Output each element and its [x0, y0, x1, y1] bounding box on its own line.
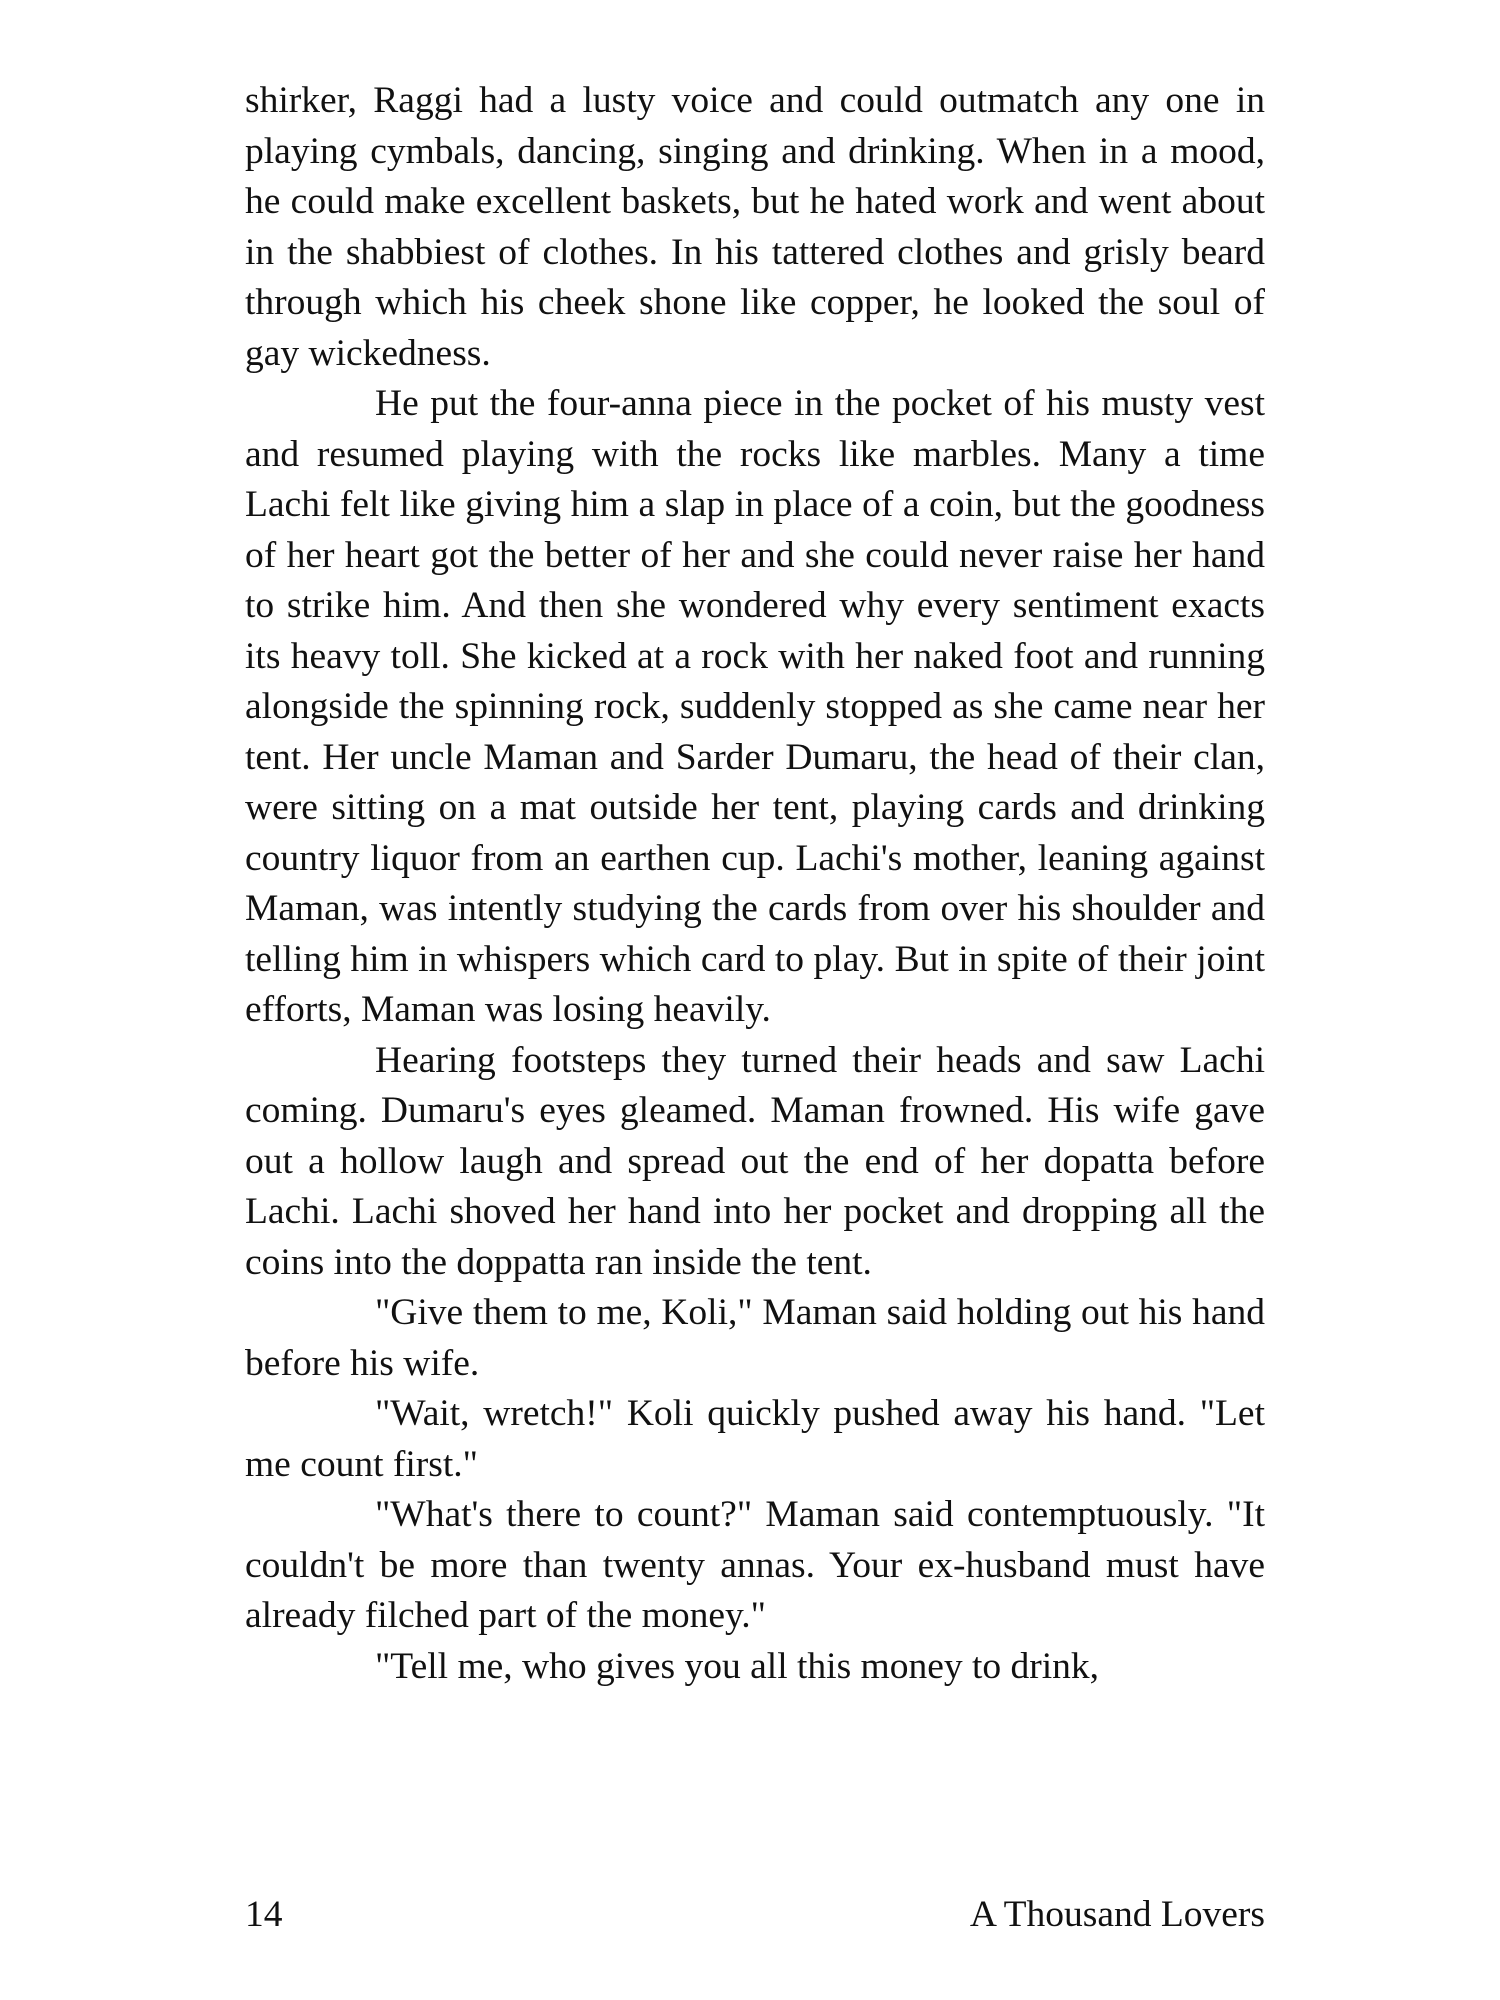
page-number: 14	[245, 1894, 283, 1935]
page-footer	[245, 1890, 1265, 1940]
paragraph-4: "Give them to me, Koli," Maman said holding out his hand before his wife.	[245, 1292, 1265, 1384]
paragraph-3: Hearing footsteps they turned their heads and saw Lachi coming. Dumaru's eyes gleamed. Maman frowned. His wife gave out a hollow laugh and spread out the end of her dopatta before Lachi. Lachi shoved her hand into her pocket and dropping all the coins into the doppatta ran inside the tent.	[245, 1039, 1265, 1283]
paragraph-5: "Wait, wretch!" Koli quickly pushed away his hand. "Let me count first."	[245, 1393, 1265, 1485]
page-body	[245, 76, 1265, 1692]
paragraph-7: "Tell me, who gives you all this money to drink,	[375, 1645, 1100, 1687]
paragraph-2: He put the four-anna piece in the pocket of his musty vest and resumed playing with the rocks like marbles. Many a time Lachi felt like giving him a slap in place of a coin, but the goodness of her heart got the better of her and she could never raise her hand to strike him. And then she wondered why every sentiment exacts its heavy toll. She kicked at a rock with her naked foot and running alongside the spinning rock, suddenly stopped as she came near her tent. Her uncle Maman and Sarder Dumaru, the head of their clan, were sitting on a mat outside her tent, playing cards and drinking country liquor from an earthen cup. Lachi's mother, leaning against Maman, was intently studying the cards from over his shoulder and telling him in whispers which card to play. But in spite of their joint efforts, Maman was losing heavily.	[245, 383, 1265, 1030]
paragraph-6: "What's there to count?" Maman said contemptuously. "It couldn't be more than twenty annas. Your ex-husband must have already filched part of the money."	[245, 1494, 1265, 1636]
paragraph-1: shirker, Raggi had a lusty voice and could outmatch any one in playing cymbals, dancing, singing and drinking. When in a mood, he could make excellent baskets, but he hated work and went about in the shabbiest of clothes. In his tattered clothes and grisly beard through which his cheek shone like copper, he looked the soul of gay wickedness.	[245, 80, 1265, 374]
book-title: A Thousand Lovers	[969, 1894, 1265, 1935]
